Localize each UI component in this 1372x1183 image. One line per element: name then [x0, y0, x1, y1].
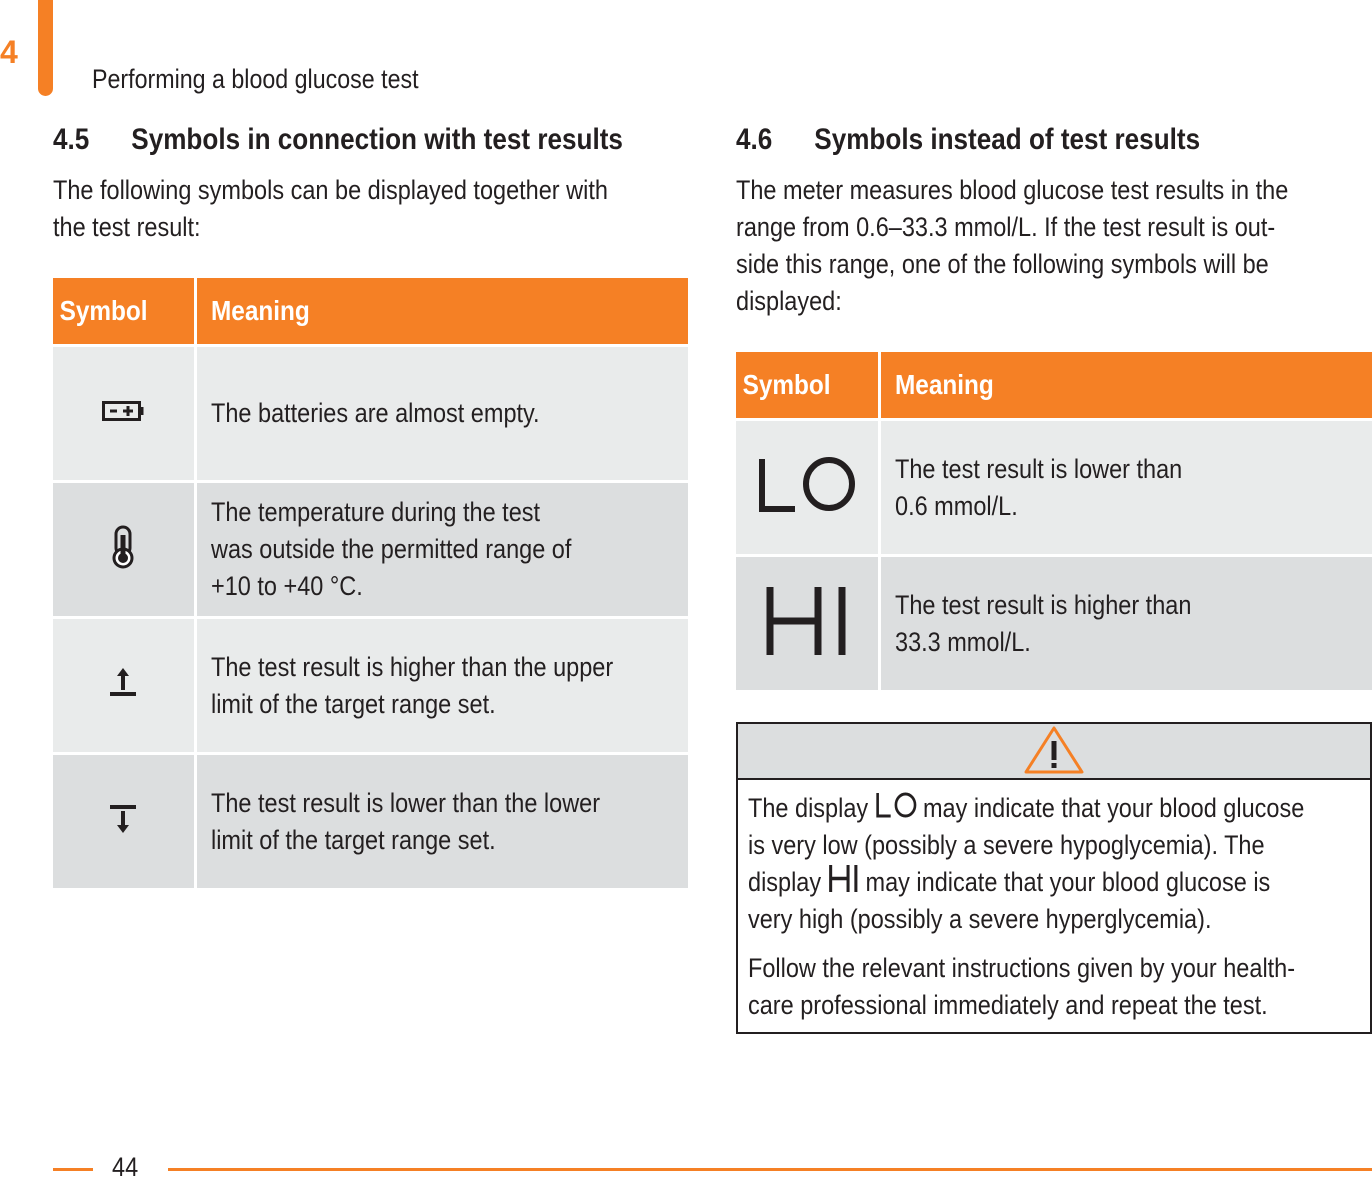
intro-line: The following symbols can be displayed together with: [53, 175, 608, 205]
hi-display-icon: [764, 585, 850, 657]
section-number: 4.5: [53, 123, 90, 156]
intro-line: displayed:: [736, 286, 842, 316]
column-header-meaning: Meaning: [195, 278, 688, 346]
section-4-5: [53, 118, 688, 888]
column-header-meaning: Meaning: [879, 352, 1372, 420]
meaning-text: The test result is lower than the lower: [210, 787, 600, 818]
hi-inline-icon: [828, 864, 859, 893]
thermometer-icon: [111, 525, 135, 569]
section-title: Symbols instead of test results: [814, 123, 1201, 156]
meaning-text: The batteries are almost empty.: [210, 398, 540, 428]
intro-line: range from 0.6–33.3 mmol/L. If the test result is out-: [736, 212, 1276, 242]
column-header-symbol: Symbol: [736, 352, 879, 420]
table-row: [53, 618, 688, 754]
meaning-text: limit of the target range set.: [210, 824, 496, 855]
section-intro: [53, 172, 688, 246]
footer-rule-left: [53, 1168, 93, 1171]
warning-paragraph: [748, 950, 1360, 1024]
meaning-text: The temperature during the test: [210, 497, 540, 527]
meaning-text: The test result is higher than: [894, 589, 1191, 620]
meaning-text: +10 to +40 °C.: [210, 571, 363, 601]
intro-line: the test result:: [53, 212, 201, 242]
warning-body: [738, 780, 1370, 1032]
section-number: 4.6: [736, 123, 773, 156]
warning-line: care professional immediately and repeat the test.: [748, 990, 1268, 1020]
footer-rule-right: [168, 1168, 1372, 1171]
warning-line: is very low (possibly a severe hypoglycemia). The: [748, 830, 1265, 860]
low-battery-icon: [102, 400, 144, 422]
intro-line: side this range, one of the following symbols will be: [736, 249, 1269, 279]
page-number: 44: [112, 1152, 139, 1182]
column-header-symbol: Symbol: [53, 278, 195, 346]
section-intro: [736, 172, 1372, 320]
warning-paragraph: [748, 790, 1360, 938]
intro-line: The meter measures blood glucose test results in the: [736, 175, 1289, 205]
meaning-text: The test result is lower than: [894, 453, 1182, 484]
table-row: [53, 482, 688, 618]
warning-line: The display may indicate that your blood glucose: [748, 793, 1305, 823]
meaning-text: The test result is higher than the upper: [210, 651, 613, 682]
table-row: [53, 346, 688, 482]
section-heading: [736, 118, 1372, 162]
meaning-text: 33.3 mmol/L.: [894, 626, 1031, 657]
below-target-range-icon: [108, 802, 138, 836]
table-row: [53, 754, 688, 889]
warning-line: very high (possibly a severe hyperglycemia).: [748, 904, 1212, 934]
lo-display-icon: [757, 455, 857, 515]
table-row: [736, 556, 1372, 691]
section-heading: [53, 118, 688, 162]
chapter-number: 4: [0, 34, 18, 70]
symbols-table: [53, 278, 688, 888]
warning-line: display may indicate that your blood glucose is: [748, 864, 1280, 901]
warning-box: [736, 722, 1372, 1034]
running-title: Performing a blood glucose test: [92, 64, 419, 94]
symbols-table: [736, 352, 1372, 690]
meaning-text: was outside the permitted range of: [210, 534, 571, 564]
meaning-text: 0.6 mmol/L.: [894, 490, 1018, 521]
above-target-range-icon: [108, 666, 138, 700]
section-title: Symbols in connection with test results: [131, 123, 623, 156]
warning-triangle-icon: [1022, 724, 1086, 776]
warning-line: Follow the relevant instructions given by your health-: [748, 953, 1296, 983]
table-row: [736, 420, 1372, 556]
section-4-6: [736, 118, 1372, 1034]
meaning-text: limit of the target range set.: [210, 688, 496, 719]
warning-header: [738, 724, 1370, 780]
lo-inline-icon: [875, 792, 917, 819]
chapter-marker-bar: [38, 0, 53, 96]
